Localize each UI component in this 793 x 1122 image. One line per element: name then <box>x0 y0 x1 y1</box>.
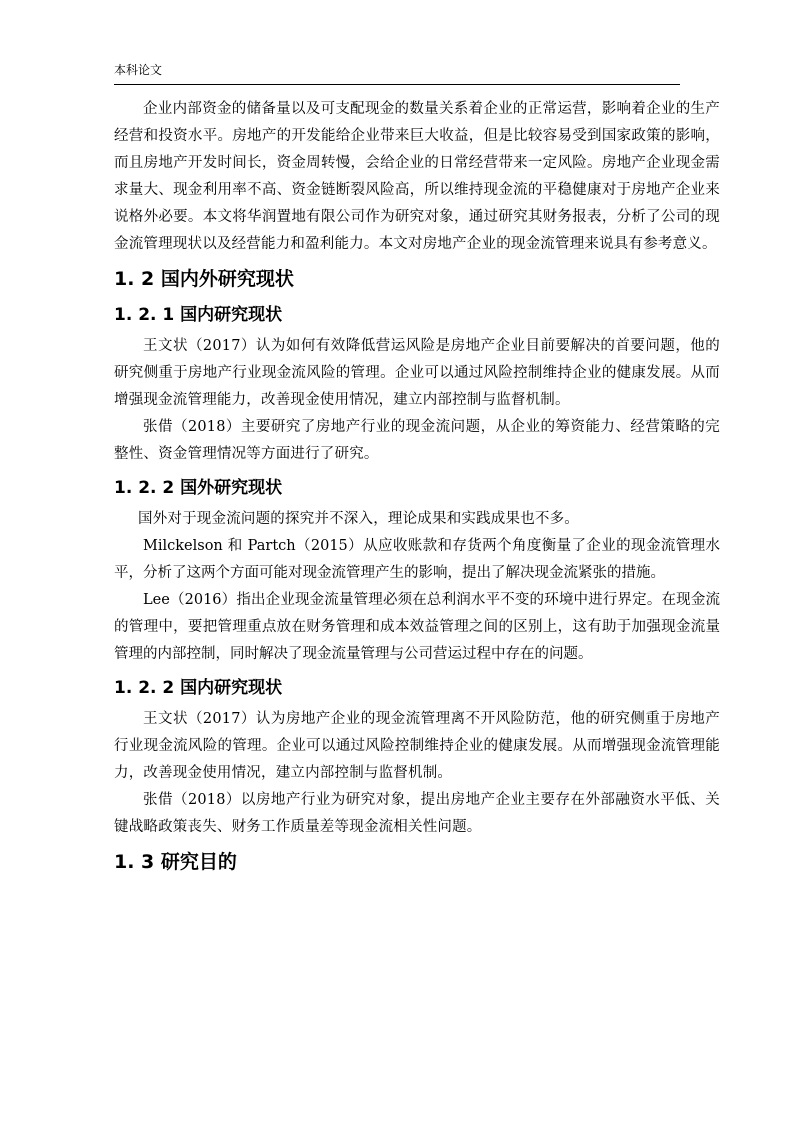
header-title: 本科论文 <box>114 63 163 77</box>
domestic-paragraph-2: 张借（2018）主要研究了房地产行业的现金流问题，从企业的筹资能力、经营策略的完整性、资金管理情况等方面进行了研究。 <box>114 419 720 462</box>
section-heading-1-3: 1. 3 研究目的 <box>114 851 237 873</box>
section-heading-1-2: 1. 2 国内外研究现状 <box>114 268 294 290</box>
foreign-paragraph-3: Lee（2016）指出企业现金流量管理必须在总利润水平不变的环境中进行界定。在现金流的管理中，要把管理重点放在财务管理和成本效益管理之间的区别上，这有助于加强现金流量管理的内部控制，同时解决了现金流量管理与公司营运过程中存在的问题。 <box>114 592 720 662</box>
foreign-paragraph-1: 国外对于现金流问题的探究并不深入，理论成果和实践成果也不多。 <box>138 511 579 527</box>
page-header <box>114 60 680 85</box>
intro-paragraph: 企业内部资金的储备量以及可支配现金的数量关系着企业的正常运营，影响着企业的生产经营和投资水平。房地产的开发能给企业带来巨大收益，但是比较容易受到国家政策的影响，而且房地产开发时间长，资金周转慢，会给企业的日常经营带来一定风险。房地产企业现金需求量大、现金利用率不高、资金链断裂风险高，所以维持现金流的平稳健康对于房地产企业来说格外必要。本文将华润置地有限公司作为研究对象，通过研究其财务报表，分析了公司的现金流管理现状以及经营能力和盈利能力。本文对房地产企业的现金流管理来说具有参考意义。 <box>114 101 720 252</box>
section-heading-1-2-2-domestic: 1. 2. 2 国内研究现状 <box>114 678 283 698</box>
document-body <box>114 96 720 881</box>
domestic-paragraph-1: 王文状（2017）认为如何有效降低营运风险是房地产企业目前要解决的首要问题，他的研究侧重于房地产行业现金流风险的管理。企业可以通过风险控制维持企业的健康发展。从而增强现金流管理能力，改善现金使用情况，建立内部控制与监督机制。 <box>114 338 720 408</box>
domestic-review-paragraph-2: 张借（2018）以房地产行业为研究对象，提出房地产企业主要存在外部融资水平低、关键战略政策丧失、财务工作质量差等现金流相关性问题。 <box>114 792 720 835</box>
foreign-paragraph-2: Milckelson 和 Partch（2015）从应收账款和存货两个角度衡量了企业的现金流管理水平，分析了这两个方面可能对现金流管理产生的影响，提出了解决现金流紧张的措施。 <box>114 538 720 581</box>
section-heading-1-2-2-foreign: 1. 2. 2 国外研究现状 <box>114 478 283 498</box>
domestic-review-paragraph-1: 王文状（2017）认为房地产企业的现金流管理离不开风险防范，他的研究侧重于房地产行业现金流风险的管理。企业可以通过风险控制维持企业的健康发展。从而增强现金流管理能力，改善现金使用情况，建立内部控制与监督机制。 <box>114 711 720 781</box>
section-heading-1-2-1: 1. 2. 1 国内研究现状 <box>114 305 283 325</box>
